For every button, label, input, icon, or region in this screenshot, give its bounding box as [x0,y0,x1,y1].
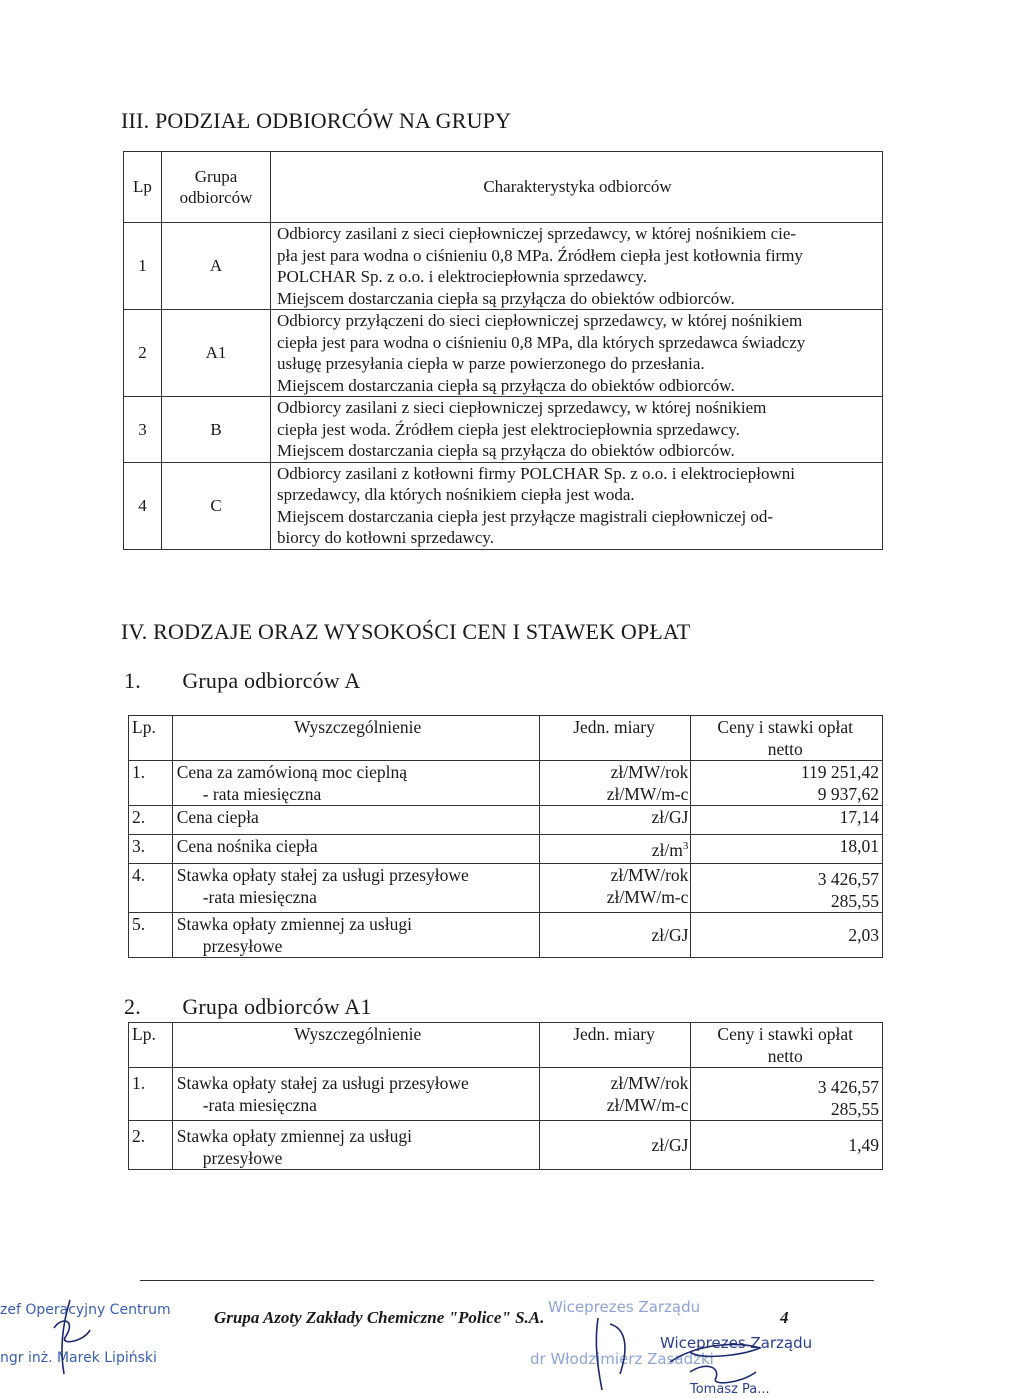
row-name-main: Stawka opłaty stałej za usługi przesyłowe [176,865,469,885]
column-header-price-line1: Ceny i stawki opłat [717,1024,853,1044]
row-unit-sub: zł/MW/m-c [606,887,689,907]
row-lp: 4 [124,462,162,549]
row-unit-main: zł/MW/rok [610,1073,689,1093]
row-characteristics [271,462,883,549]
table-header-row [129,1023,883,1068]
row-unit-main: zł/MW/rok [610,865,689,885]
row-price-sub: 9 937,62 [817,784,879,804]
row-name-sub: -rata miesięczna [202,1095,317,1115]
row-name-main: Cena za zamówioną moc cieplną [176,762,408,782]
table-row [129,913,883,958]
group-a-heading [124,668,360,694]
stamp-right-title: Wiceprezes Zarządu [660,1334,813,1352]
group-a1-heading [124,994,372,1020]
char-line: Miejscem dostarczania ciepła są przyłącza do obiektów odbiorców. [277,375,735,395]
stamp-left-name: ngr inż. Marek Lipiński [0,1350,157,1366]
char-line: Odbiorcy zasilani z kotłowni firmy POLCHAR Sp. z o.o. i elektrociepłowni [277,463,795,483]
table-row [129,1068,883,1121]
row-unit [539,761,691,806]
column-header-price [691,1023,883,1068]
row-name [172,761,539,806]
row-lp: 3 [124,397,162,463]
row-name-main: Stawka opłaty stałej za usługi przesyłowe [176,1073,469,1093]
char-line: ciepła jest woda. Źródłem ciepła jest elektrociepłownia sprzedawcy. [277,419,740,439]
char-line: Miejscem dostarczania ciepła są przyłącza do obiektów odbiorców. [277,441,735,460]
page-number: 4 [780,1308,789,1327]
table-row [124,310,883,397]
row-name-sub: - rata miesięczna [202,784,322,804]
row-lp: 4. [129,864,173,913]
table-row [129,1121,883,1170]
table-row [124,397,883,463]
group-a-number: 1. [124,668,141,693]
row-characteristics [271,223,883,310]
row-unit [539,835,691,864]
row-characteristics [271,397,883,463]
row-price: 18,01 [691,835,883,864]
row-name-sub: przesyłowe [202,1148,283,1168]
column-header-lp: Lp. [129,716,173,761]
stamp-right-name: Tomasz Pa... [690,1382,770,1397]
row-name [172,1068,539,1121]
row-lp: 2. [129,806,173,835]
section-3-heading: III. PODZIAŁ ODBIORCÓW NA GRUPY [121,108,512,133]
column-header-unit: Jedn. miary [539,1023,691,1068]
column-header-lp: Lp. [129,1023,173,1068]
row-name: Cena ciepła [172,806,539,835]
stamp-middle-title: Wiceprezes Zarządu [548,1298,701,1316]
char-line: Miejscem dostarczania ciepła są przyłącza do obiektów odbiorców. [277,288,735,308]
row-lp: 1 [124,223,162,310]
signature-left [40,1296,100,1376]
column-header-lp: Lp [124,152,162,223]
char-line: pła jest para wodna o ciśnieniu 0,8 MPa. Źródłem ciepła jest kotłownia firmy [277,245,803,265]
column-header-characteristics: Charakterystyka odbiorców [271,152,883,223]
table-row [124,462,883,549]
table-header-row [129,716,883,761]
consumer-groups-table [123,151,883,550]
column-header-group-line2: odbiorców [179,188,253,207]
column-header-price-line1: Ceny i stawki opłat [717,717,853,737]
column-header-name: Wyszczególnienie [172,716,539,761]
row-unit-sub: zł/MW/m-c [606,784,689,804]
row-lp: 2. [129,1121,173,1170]
column-header-price-line2: netto [767,739,803,759]
row-name [172,913,539,958]
row-unit: zł/GJ [539,1121,691,1170]
row-group: C [162,462,271,549]
group-a1-title: Grupa odbiorców A1 [182,994,372,1019]
row-unit: zł/GJ [539,806,691,835]
row-group: B [162,397,271,463]
signature-right [660,1322,770,1392]
row-unit [539,864,691,913]
table-row [129,761,883,806]
footer-company-name: Grupa Azoty Zakłady Chemiczne "Police" S.A. [214,1308,545,1327]
row-lp: 5. [129,913,173,958]
table-row [129,835,883,864]
section-4-heading: IV. RODZAJE ORAZ WYSOKOŚCI CEN I STAWEK OPŁAT [121,619,691,644]
group-a1-price-table [128,1022,883,1170]
row-characteristics [271,310,883,397]
char-line: biorcy do kotłowni sprzedawcy. [277,528,495,547]
column-header-price [691,716,883,761]
row-price [691,864,883,913]
row-unit-main: zł/m [651,839,683,860]
char-line: Odbiorcy zasilani z sieci ciepłowniczej sprzedawcy, w której nośnikiem cie- [277,224,797,243]
row-price-sub: 285,55 [830,1099,879,1119]
column-header-group [162,152,271,223]
row-group: A1 [162,310,271,397]
column-header-price-line2: netto [767,1046,803,1066]
row-name-sub: przesyłowe [202,936,283,956]
column-header-group-line1: Grupa [194,166,238,186]
stamp-left-title: zef Operacyjny Centrum [0,1302,171,1318]
char-line: sprzedawcy, dla których nośnikiem ciepła jest woda. [277,485,635,504]
row-name: Cena nośnika ciepła [172,835,539,864]
group-a-price-table [128,715,883,958]
row-price [691,1068,883,1121]
table-header-row [124,152,883,223]
char-line: POLCHAR Sp. z o.o. i elektrociepłownia sprzedawcy. [277,267,647,286]
row-price: 1,49 [691,1121,883,1170]
row-unit [539,1068,691,1121]
group-a-title: Grupa odbiorców A [182,668,361,693]
row-price-main: 3 426,57 [817,1077,879,1097]
row-price [691,761,883,806]
row-name-main: Stawka opłaty zmiennej za usługi [176,914,412,934]
column-header-name: Wyszczególnienie [172,1023,539,1068]
row-unit-main: zł/MW/rok [610,762,689,782]
char-line: ciepła jest para wodna o ciśnieniu 0,8 MPa, dla których sprzedawca świadczy [277,332,806,352]
stamp-middle-name: dr Włodzimierz Zasadzki [530,1350,714,1368]
char-line: usługę przesyłania ciepła w parze powierzonego do przesłania. [277,354,705,373]
footer-divider [140,1280,874,1281]
row-group: A [162,223,271,310]
row-lp: 1. [129,1068,173,1121]
row-price: 2,03 [691,913,883,958]
signature-middle [590,1314,640,1394]
row-name [172,1121,539,1170]
row-unit-superscript: 3 [682,840,689,852]
table-row [124,223,883,310]
table-row [129,864,883,913]
row-unit: zł/GJ [539,913,691,958]
table-row [129,806,883,835]
char-line: Odbiorcy zasilani z sieci ciepłowniczej sprzedawcy, w której nośnikiem [277,398,767,417]
row-name [172,864,539,913]
row-name-main: Stawka opłaty zmiennej za usługi [176,1126,412,1146]
row-price-main: 119 251,42 [800,762,879,782]
row-price: 17,14 [691,806,883,835]
row-name-sub: -rata miesięczna [202,887,317,907]
row-lp: 2 [124,310,162,397]
row-lp: 3. [129,835,173,864]
char-line: Odbiorcy przyłączeni do sieci ciepłowniczej sprzedawcy, w której nośnikiem [277,311,803,330]
row-price-main: 3 426,57 [817,869,879,889]
column-header-unit: Jedn. miary [539,716,691,761]
row-price-sub: 285,55 [830,891,879,911]
char-line: Miejscem dostarczania ciepła jest przyłącze magistrali ciepłowniczej od- [277,506,774,526]
group-a1-number: 2. [124,994,141,1019]
row-lp: 1. [129,761,173,806]
row-unit-sub: zł/MW/m-c [606,1095,689,1115]
